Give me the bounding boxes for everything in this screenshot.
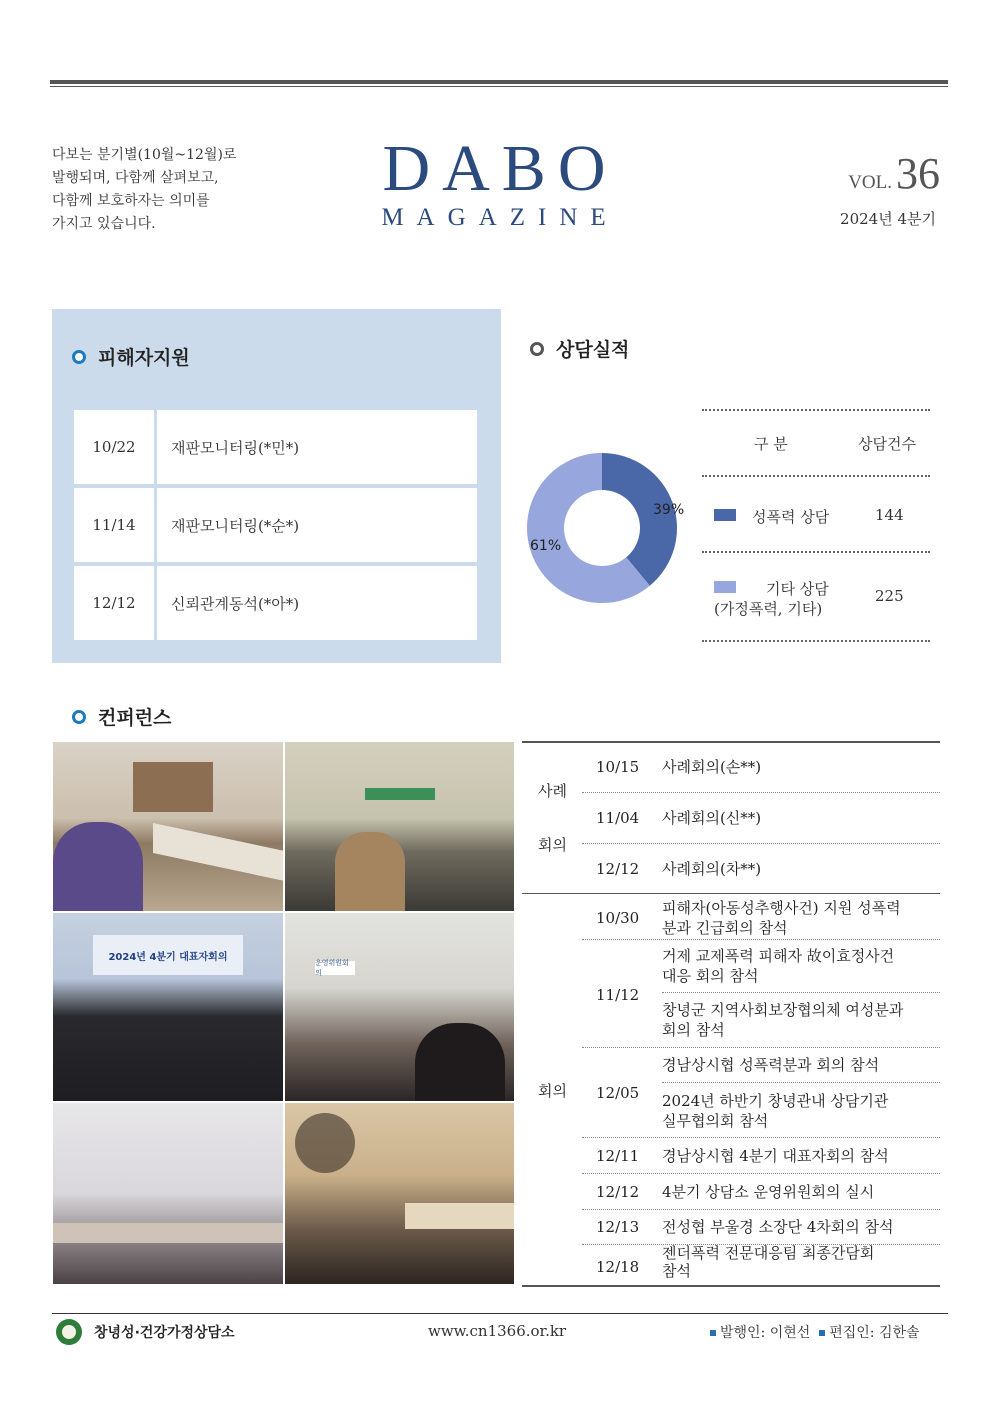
- counseling-heading: [530, 335, 629, 362]
- row-divider: [582, 939, 940, 940]
- footer-rule: [52, 1313, 948, 1314]
- volume: [800, 148, 940, 199]
- meeting-line: 젠더폭력 전문대응팀 최종간담회: [662, 1244, 875, 1262]
- meeting-line: 거제 교제폭력 피해자 故이효정사건: [662, 947, 895, 965]
- victim-support-heading: [72, 343, 190, 370]
- meeting-date: 12/11: [596, 1147, 640, 1165]
- meeting-text: [662, 1000, 903, 1040]
- group-photo: [52, 912, 284, 1102]
- table-shape: [153, 823, 284, 881]
- website-link[interactable]: www.cn1366.or.kr: [428, 1322, 567, 1340]
- legend-swatch: [714, 509, 736, 521]
- victim-text: 재판모니터링(*민*): [157, 410, 477, 484]
- meeting-photo: [52, 1102, 284, 1285]
- meeting-line: 회의 참석: [662, 1021, 725, 1039]
- column-count: 상담건수: [858, 435, 916, 453]
- meeting-date: 12/13: [596, 1218, 640, 1236]
- table-shape: [53, 1223, 284, 1243]
- meeting-line: 경남상시협 성폭력분과 회의 참석: [662, 1056, 880, 1074]
- counsel-count: 144: [875, 506, 904, 524]
- meeting-text: [662, 946, 894, 986]
- case-date: 11/04: [596, 809, 640, 827]
- banner-sign: [365, 788, 435, 800]
- person-silhouette: [415, 1023, 505, 1102]
- bullet-icon: [72, 710, 86, 724]
- group-label: 회의: [538, 1082, 567, 1100]
- meeting-text: [662, 1244, 874, 1280]
- case-text: 사례회의(손**): [662, 758, 762, 776]
- row-divider: [582, 1209, 940, 1210]
- bookshelf: [133, 762, 213, 812]
- meeting-text: 4분기 상담소 운영위원회의 실시: [662, 1183, 875, 1201]
- counsel-sublabel: (가정폭력, 기타): [714, 600, 823, 618]
- meeting-date: 12/05: [596, 1084, 640, 1102]
- conference-table: [522, 741, 940, 1287]
- case-date: 10/15: [596, 758, 640, 776]
- magazine-logo-sub: MAGAZINE: [381, 204, 619, 231]
- meeting-photo: [52, 741, 284, 912]
- slice-label: 39%: [653, 502, 685, 518]
- counsel-label: 성폭력 상담: [752, 508, 830, 526]
- decor-shape: [295, 1113, 355, 1173]
- case-text: 사례회의(신**): [662, 809, 762, 827]
- org-logo-icon: [56, 1319, 82, 1345]
- slice-label: 61%: [530, 538, 562, 554]
- table-divider: [702, 640, 930, 642]
- column-category: 구 분: [754, 435, 788, 453]
- victim-row: [74, 566, 477, 640]
- victim-row: [74, 410, 477, 484]
- meeting-line: 실무협의회 참석: [662, 1112, 769, 1130]
- row-divider: [662, 1082, 940, 1083]
- intro-line: 다함께 보호하자는 의미를: [52, 193, 210, 209]
- top-rule: [50, 80, 948, 84]
- meeting-text: 전성협 부울경 소장단 4차회의 참석: [662, 1218, 894, 1236]
- org-name: 창녕성·건강가정상담소: [94, 1325, 235, 1341]
- table-divider: [702, 475, 930, 477]
- victim-date: 10/22: [74, 410, 154, 484]
- table-divider: [702, 551, 930, 553]
- bullet-icon: [530, 342, 544, 356]
- meeting-line: 창녕군 지역사회보장협의체 여성분과: [662, 1001, 904, 1019]
- victim-row: [74, 488, 477, 562]
- case-date: 12/12: [596, 860, 640, 878]
- meeting-text: [662, 1091, 888, 1131]
- victim-support-title: 피해자지원: [98, 347, 190, 369]
- top-rule-thin: [50, 86, 948, 87]
- counsel-label: 기타 상담: [766, 580, 829, 598]
- case-text: 사례회의(차**): [662, 860, 762, 878]
- intro-line: 가지고 있습니다.: [52, 216, 156, 232]
- meeting-line: 피해자(아동성추행사건) 지원 성폭력: [662, 899, 901, 917]
- counsel-count: 225: [875, 587, 904, 605]
- victim-text: 재판모니터링(*순*): [157, 488, 477, 562]
- row-divider: [582, 1173, 940, 1174]
- meeting-photo: [284, 912, 515, 1102]
- meeting-text: [662, 898, 901, 938]
- donut-chart: [520, 446, 686, 612]
- person-silhouette: [53, 822, 143, 912]
- row-divider: [582, 843, 940, 844]
- group-label: 회의: [538, 836, 567, 854]
- table-border: [522, 893, 940, 894]
- row-divider: [582, 1047, 940, 1048]
- meeting-date: 12/18: [596, 1258, 640, 1276]
- issue-quarter: 2024년 4분기: [840, 210, 936, 228]
- intro-text: [52, 144, 292, 236]
- victim-date: 12/12: [74, 566, 154, 640]
- bullet-icon: [72, 350, 86, 364]
- magazine-logo: DABO: [382, 132, 618, 205]
- counseling-title: 상담실적: [556, 339, 630, 361]
- meeting-line: 참석: [662, 1262, 691, 1280]
- row-divider: [662, 992, 940, 993]
- logo-inner: [62, 1325, 76, 1339]
- volume-number: 36: [896, 149, 940, 198]
- meeting-line: 분과 긴급회의 참석: [662, 919, 788, 937]
- conference-title: 컨퍼런스: [98, 707, 172, 729]
- volume-label: VOL.: [848, 172, 892, 193]
- editor: 편집인: 김한솔: [829, 1325, 920, 1341]
- donut-group: [527, 453, 677, 603]
- photo-sign: 운영위원회의: [315, 961, 355, 975]
- meeting-photo: [284, 1102, 515, 1285]
- group-label: 사례: [538, 782, 567, 800]
- legend-swatch: [714, 581, 736, 593]
- square-bullet-icon: [819, 1330, 825, 1336]
- person-silhouette: [335, 832, 405, 912]
- meeting-text: [662, 1055, 879, 1075]
- conference-heading: [72, 703, 171, 730]
- intro-line: 다보는 분기별(10월~12월)로: [52, 147, 237, 163]
- victim-date: 11/14: [74, 488, 154, 562]
- meeting-date: 10/30: [596, 909, 640, 927]
- meeting-text: 경남상시협 4분기 대표자회의 참석: [662, 1147, 889, 1165]
- meeting-date: 11/12: [596, 986, 640, 1004]
- meeting-date: 12/12: [596, 1183, 640, 1201]
- photo-banner: 2024년 4분기 대표자회의: [93, 935, 243, 975]
- row-divider: [582, 1137, 940, 1138]
- table-border: [522, 1285, 940, 1287]
- publisher: 발행인: 이현선: [720, 1325, 811, 1341]
- photo-grid: [52, 741, 515, 1285]
- meeting-line: 대응 회의 참석: [662, 967, 759, 985]
- table-shape: [405, 1203, 515, 1229]
- square-bullet-icon: [710, 1330, 716, 1336]
- table-border: [522, 741, 940, 743]
- meeting-line: 2024년 하반기 창녕관내 상담기관: [662, 1092, 889, 1110]
- publisher-info: [710, 1322, 920, 1342]
- meeting-photo: [284, 741, 515, 912]
- victim-text: 신뢰관계동석(*아*): [157, 566, 477, 640]
- table-divider: [702, 409, 930, 411]
- row-divider: [582, 792, 940, 793]
- intro-line: 발행되며, 다함께 살펴보고,: [52, 170, 219, 186]
